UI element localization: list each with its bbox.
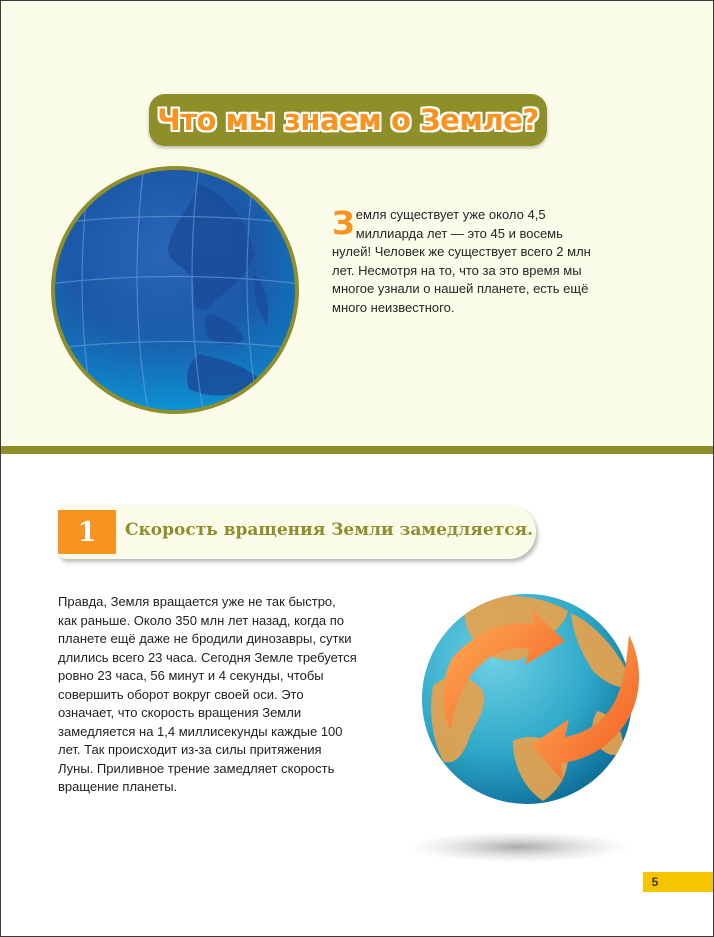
top-panel (1, 1, 713, 446)
page-number-bar (643, 872, 713, 892)
page-title: Что мы знаем о Земле? (157, 103, 539, 137)
rotating-globe-illustration (393, 591, 653, 871)
section-body-text: Правда, Земля вращается уже не так быстро, как раньше. Около 350 млн лет назад, когда по планете ещё даже не бродили динозавры, сутки длились всего 23 часа. Сегодня Земле требуется ровно 23 часа, 56 минут и 4 секунды, чтобы совершить оборот вокруг своей оси. Это означает, что скорость вращения Земли замедляется на 1,4 миллисекунды каждые 100 лет. Так происходит из-за силы притяжения Луны. Приливное трение замедляет скорость вращение планеты. (58, 594, 357, 794)
page-number: 5 (651, 875, 659, 889)
blue-globe-illustration (49, 164, 301, 416)
title-banner (149, 94, 547, 146)
section-divider (1, 446, 713, 454)
section-number-badge: 1 (58, 510, 116, 554)
intro-paragraph (332, 206, 594, 317)
intro-text: емля существует уже около 4,5 миллиарда лет — это 45 и восемь нулей! Человек же существует всего 2 млн лет. Несмотря на то, что за это время мы многое узнали о нашей планете, есть ещё много неизвестного. (332, 207, 591, 315)
section-title: Скорость вращения Земли замедляется. (125, 520, 534, 540)
intro-drop-cap: З (332, 204, 355, 242)
